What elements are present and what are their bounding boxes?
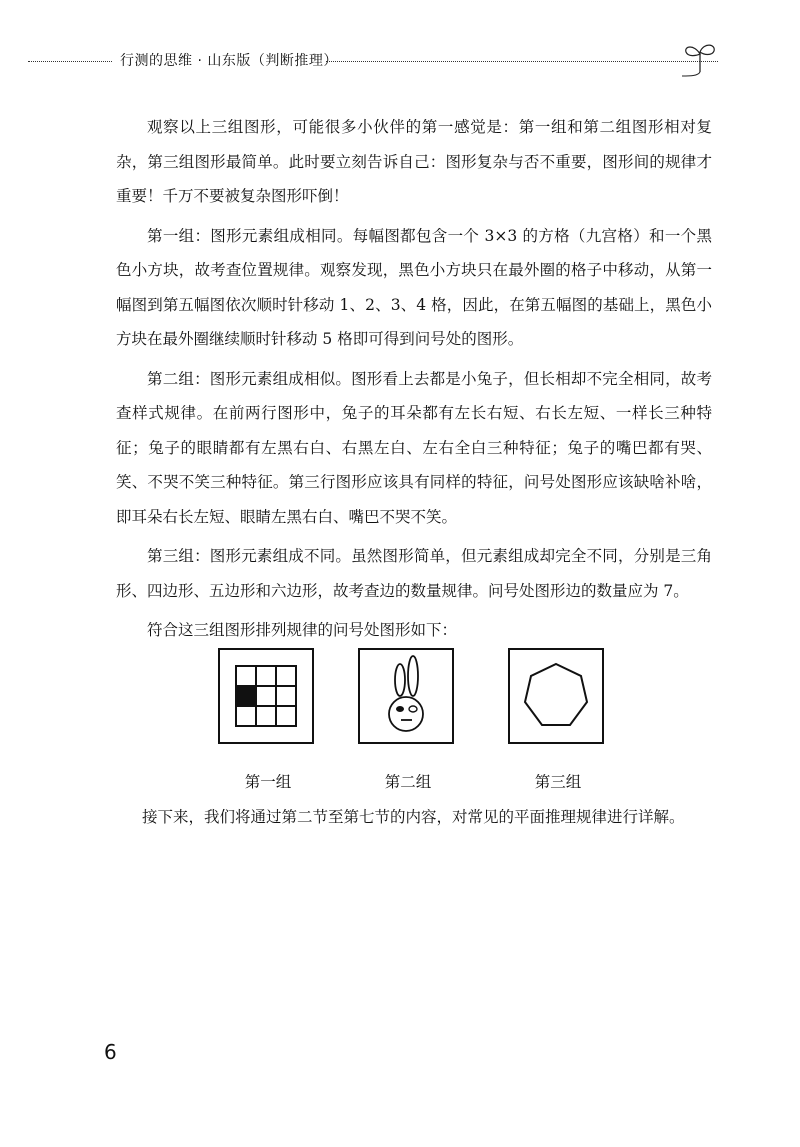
figure-caption-group-two: 第二组 — [384, 773, 432, 791]
figure-group-two — [358, 648, 458, 791]
page-number: 6 — [104, 1040, 117, 1064]
figure-caption-group-three: 第三组 — [534, 773, 582, 791]
grid-3x3-black-square-icon — [220, 650, 312, 742]
header-rule-right — [326, 61, 718, 62]
rabbit-face-icon — [360, 650, 452, 742]
figure-group-three — [508, 648, 608, 791]
figure-group-one — [218, 648, 318, 791]
body-text — [116, 110, 712, 653]
header-rule-left — [28, 61, 112, 62]
paragraph-group-one: 第一组：图形元素组成相同。每幅图都包含一个 3×3 的方格（九宫格）和一个黑色小方块，故考查位置规律。观察发现，黑色小方块只在最外圈的格子中移动，从第一幅图到第五幅图依次顺时针移动 1、2、3、4 格，因此，在第五幅图的基础上，黑色小方块在最外圈继续顺时针移动 5 格即可得到问号处的图形。 — [116, 226, 712, 348]
figure-caption-group-one: 第一组 — [244, 773, 292, 791]
answer-figures — [200, 648, 620, 798]
page-header — [28, 40, 718, 80]
closing-sentence: 接下来，我们将通过第二节至第七节的内容，对常见的平面推理规律进行详解。 — [142, 808, 685, 826]
paragraph-observe: 观察以上三组图形，可能很多小伙伴的第一感觉是：第一组和第二组图形相对复杂，第三组图形最简单。此时要立刻告诉自己：图形复杂与否不重要，图形间的规律才重要！千万不要被复杂图形吓倒！ — [116, 118, 712, 205]
figure-box-group-one — [218, 648, 314, 744]
figure-box-group-three — [508, 648, 604, 744]
paragraph-group-two: 第二组：图形元素组成相似。图形看上去都是小兔子，但长相却不完全相同，故考查样式规律。在前两行图形中，兔子的耳朵都有左长右短、右长左短、一样长三种特征；兔子的眼睛都有左黑右白、右黑左白、左右全白三种特征；兔子的嘴巴都有哭、笑、不哭不笑三种特征。第三行图形应该具有同样的特征，问号处图形应该缺啥补啥，即耳朵右长左短、眼睛左黑右白、嘴巴不哭不笑。 — [116, 369, 712, 526]
figure-box-group-two — [358, 648, 454, 744]
heptagon-icon — [510, 650, 602, 742]
header-title: 行测的思维 · 山东版（判断推理） — [120, 53, 338, 69]
paragraph-group-three: 第三组：图形元素组成不同。虽然图形简单，但元素组成却完全不同，分别是三角形、四边形、五边形和六边形，故考查边的数量规律。问号处图形边的数量应为 7。 — [116, 547, 712, 600]
sprout-icon — [678, 40, 722, 80]
paragraph-intro-answers: 符合这三组图形排列规律的问号处图形如下： — [147, 621, 458, 639]
